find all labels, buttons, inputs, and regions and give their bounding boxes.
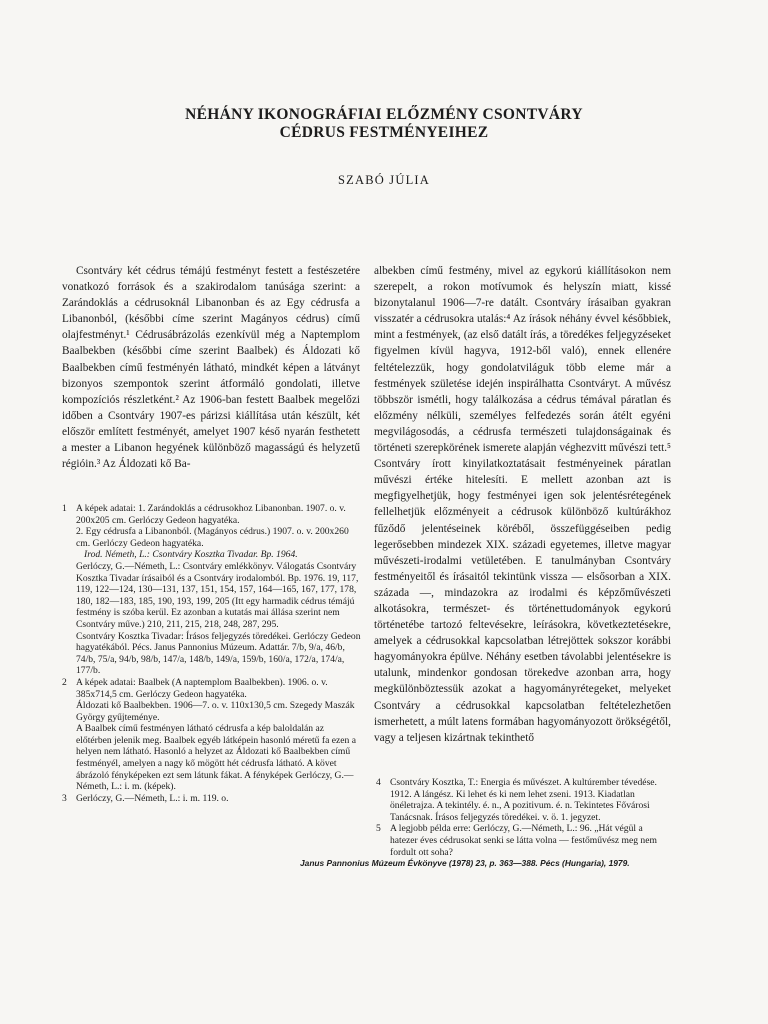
title-line-2: CÉDRUS FESTMÉNYEIHEZ — [279, 124, 489, 141]
body-column-right — [374, 263, 671, 746]
footnote-2 — [62, 677, 362, 793]
footnote-line: Irod. Németh, L.: Csontváry Kosztka Tivadar. Bp. 1964. — [84, 549, 298, 561]
footnote-line: Gerlóczy, G.—Németh, L.: i. m. 119. o. — [76, 792, 229, 804]
footnote-number: 3 — [62, 792, 67, 804]
footnote-line: A legjobb példa erre: Gerlóczy, G.—Németh, L.: 96. „Hát végül a hatezer éves cédrusokat senki se látta volna — festőművész meg nem fordult ott soha? — [390, 823, 657, 858]
footnote-line: 2. Egy cédrusfa a Libanonból. (Magányos cédrus.) 1907. o. v. 200x260 cm. Gerlóczy Gedeon hagyatéka. — [76, 526, 349, 549]
article-title — [0, 106, 768, 142]
footnote-1 — [62, 503, 362, 677]
footnote-line: Gerlóczy, G.—Németh, L.: Csontváry emlékkönyv. Válogatás Csontváry Kosztka Tivadar írásaiból és a Csontváry irodalomból. Bp. 1976. 19, 117, 119, 122—124, 130—131, 137, 151, 154, 157, 164—165, 167, 177, 178, 180, 182—183, 185, 190, 193, 199, 205 (Itt egy harmadik cédrus témájú festmény is szóba kerül. Ez azonban a kutatás mai állása szerint nem Csontváry műve.) 210, 211, 215, 218, 248, 287, 295. — [76, 560, 359, 630]
footnote-4 — [376, 777, 672, 823]
journal-citation: Janus Pannonius Múzeum Évkönyve (1978) 23, p. 363—388. Pécs (Hungaria), 1979. — [300, 858, 630, 868]
footnote-5 — [376, 823, 672, 858]
footnotes-left — [62, 503, 362, 804]
body-paragraph: albekben című festmény, mivel az egykorú kiállításokon nem szerepelt, a rokon motívumok és helyszín miatt, kissé bizonytalanul 1906—7-re datált. Csontváry írásaiban gyakran visszatér a cédrusokra utalás:⁴ Az írások néhány évvel későbbiek, mint a festmények, (az első datált írás, a töredékes feljegyzéseket figyelmen kívül hagyva, 1912-ből való), ennek ellenére feltételezzük, hogy gondolatviláguk több eleme már a festmények születése idején inspirálhatta Csontváryt. A művész többször ismétli, hogy találkozása a cédrus témával páratlan és előzmény nélküli, személyes felfedezés során átélt egyéni megvilágosodás, a cédrusfa természeti tulajdonságainak és történeti szerepkörének ismerete alapján véghezvitt művészi tett.⁵ Csontváry írott kinyilatkoztatásait festményeinek páratlan művészi értéke hitelesíti. E mellett azonban azt is megfigyelhetjük, hogy festményei igen sok jelentésrétegének fellelhetjük előzményeit a cédrusok különböző kultúrákhoz fűződő jelentéseinek köréből, összefüggéseiben pedig legerősebben mindezek XIX. századi egyetemes, illetve magyar művészeti-irodalmi vetületében. E tanulmányban Csontváry festményeitől és írásaitól tekintünk vissza — elsősorban a XIX. százada —, mindazokra az irodalmi és képzőművészeti alkotásokra, természet- és történettudományok egykorú történetébe tartozó feltevésekre, leírásokra, következtetésekre, amelyek a cédrusokkal kapcsolatban létrejöttek sokszor korábbi hagyományokra épülve. Néhány esetben távolabbi jelentésekre is utalunk, mindenkor gondosan törekedve azonban arra, hogy megkülönböztessük azokat a hagyományrétegeket, melyeket Csontváry a cédrusokkal kapcsolatban feltételezhetően ismerhetett, a múlt latens formában hagyományozott örökségétől, vagy a teljesen kizártnak tekinthető — [374, 265, 671, 744]
footnote-line: Áldozati kő Baalbekben. 1906—7. o. v. 110x130,5 cm. Szegedy Maszák György gyűjteménye. — [76, 700, 355, 723]
author-name: SZABÓ JÚLIA — [337, 173, 431, 187]
footnote-number: 2 — [62, 676, 67, 688]
footnote-number: 1 — [62, 503, 67, 514]
body-column-left — [62, 263, 360, 472]
footnote-number: 5 — [376, 823, 381, 835]
footnote-line: A Baalbek című festményen látható cédrusfa a kép baloldalán az előtérben jelenik meg. Baalbek egyéb látképein hasonló méretű fa ezen a helyen nem látható. Hasonló a helyzet az Áldozati kő Baalbekben című festményél, amelyen a nagy kő mögött hét cédrusfa látható. A követ ábrázoló fényképeken ezt sem látunk fákat. A fényképek Gerlóczy, G.—Németh, L.: i. m. (képek). — [76, 723, 356, 793]
footnote-3 — [62, 793, 362, 805]
footnote-number: 4 — [376, 777, 381, 788]
footnote-line: Csontváry Kosztka Tivadar: Írásos feljegyzés töredékei. Gerlóczy Gedeon hagyatékából. Pécs. Janus Pannonius Múzeum. Adattár. 7/b, 9/a, 46/b, 74/b, 75/a, 94/b, 98/b, 147/a, 148/b, 149/a, 159/b, 160/a, 172/a, 174/a, 177/b. — [76, 630, 361, 677]
footnotes-right — [376, 777, 672, 858]
footnote-line: A képek adatai: 1. Zarándoklás a cédrusokhoz Libanonban. 1907. o. v. 200x205 cm. Gerlóczy Gedeon hagyatéka. — [76, 503, 346, 526]
footnote-line: Csontváry Kosztka, T.: Energia és művészet. A kultúrember tévedése. 1912. A lángész. Ki lehet és ki nem lehet zseni. 1913. Kiadatlan önéletrajza. A tekintély. é. n., A pozitivum. é. n. Tekintetes Fővárosi Tanácsnak. Írásos feljegyzés töredékei. v. ö. 1. jegyzet. — [390, 777, 657, 823]
footnote-line: A képek adatai: Baalbek (A naptemplom Baalbekben). 1906. o. v. 385x714,5 cm. Gerlóczy Gedeon hagyatéka. — [76, 676, 328, 700]
body-paragraph: Csontváry két cédrus témájú festményt festett a festészetére vonatkozó források és a szakirodalom tanúsága szerint: a Zarándoklás a cédrusoknál Libanonban és az Egy cédrusfa a Libanonból, (későbbi címe szerint Magányos cédrus) című olajfestményt.¹ Cédrusábrázolás ezenkívül még a Naptemplom Baalbekben (későbbi címe szerint Baalbek) és Áldozati kő Baalbekben című festményén látható, mindkét képen a látványt bizonyos szempontok szerint átformáló gondolati, illetve kompozíciós részletként.² Az 1906-ban festett Baalbek megelőzi időben a Csontváry 1907-es párizsi kiállítása után készült, két először említett festményét, amelyet 1907 késő nyarán festhetett a mester a Libanon hegyének különböző magasságú és helyzetű régióin.³ Az Áldozati kő Ba- — [62, 265, 360, 471]
title-line-1: NÉHÁNY IKONOGRÁFIAI ELŐZMÉNY CSONTVÁRY — [185, 106, 583, 123]
